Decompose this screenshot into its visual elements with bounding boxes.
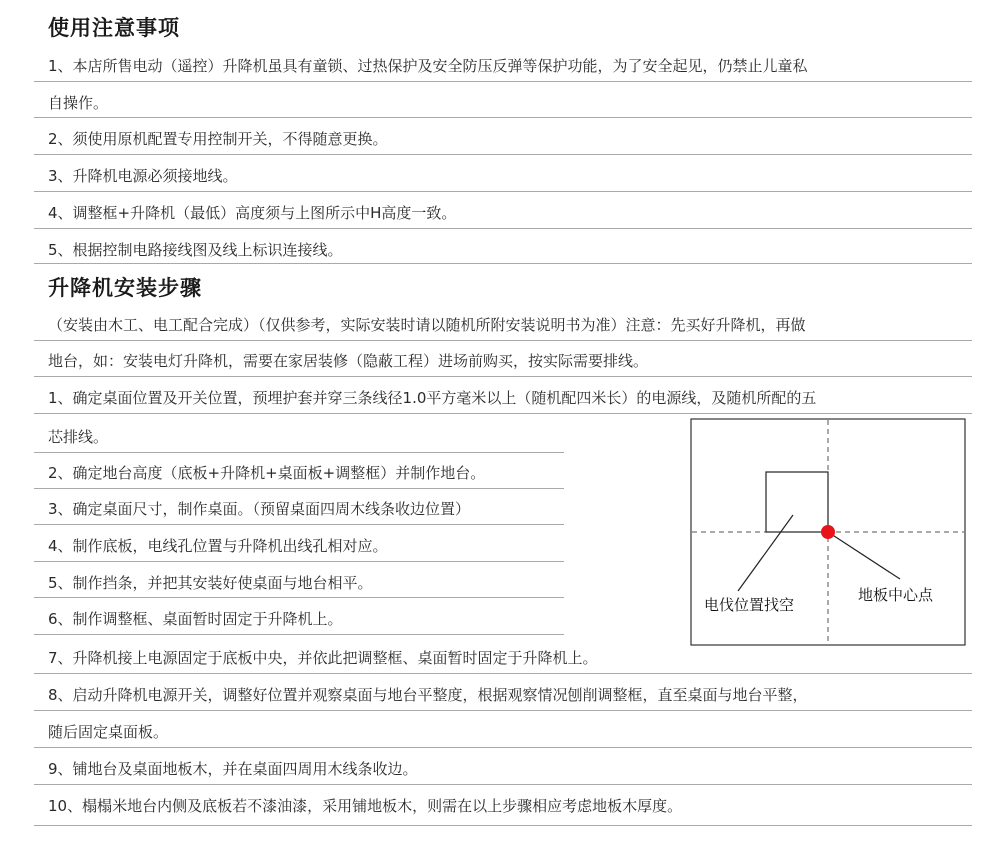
install-step: 芯排线。	[48, 428, 109, 446]
install-step: 1、确定桌面位置及开关位置，预埋护套并穿三条线径1.0平方毫米以上（随机配四米长）的电源线，及随机所配的五	[48, 389, 817, 407]
install-step: 7、升降机接上电源固定于底板中央，并依此把调整框、桌面暂时固定于升降机上。	[48, 649, 598, 667]
divider	[34, 191, 972, 192]
divider	[34, 117, 972, 118]
divider	[34, 228, 972, 229]
install-intro-line: （安装由木工、电工配合完成）（仅供参考，实际安装时请以随机所附安装说明书为准）注意：先买好升降机，再做	[48, 316, 806, 334]
divider	[34, 81, 972, 82]
install-step: 随后固定桌面板。	[48, 723, 169, 741]
floor-center-diagram	[690, 418, 966, 648]
notice-line: 自操作。	[48, 94, 109, 112]
divider	[34, 710, 972, 711]
divider	[34, 524, 564, 525]
install-step: 3、确定桌面尺寸，制作桌面。（预留桌面四周木线条收边位置）	[48, 500, 471, 518]
install-title: 升降机安装步骤	[48, 276, 202, 300]
install-intro-line: 地台，如：安装电灯升降机，需要在家居装修（隐蔽工程）进场前购买，按实际需要排线。	[48, 352, 649, 370]
install-step: 8、启动升降机电源开关，调整好位置并观察桌面与地台平整度，根据观察情况刨削调整框，直至桌面与地台平整，	[48, 686, 808, 704]
divider	[34, 784, 972, 785]
diagram-label-valve: 电伐位置找空	[704, 596, 795, 614]
install-step: 6、制作调整框、桌面暂时固定于升降机上。	[48, 610, 343, 628]
divider	[34, 340, 972, 341]
notice-line: 2、须使用原机配置专用控制开关，不得随意更换。	[48, 130, 388, 148]
divider	[34, 561, 564, 562]
install-step: 4、制作底板，电线孔位置与升降机出线孔相对应。	[48, 537, 388, 555]
floor-center-point	[821, 525, 835, 539]
divider	[34, 413, 972, 414]
notice-line: 3、升降机电源必须接地线。	[48, 167, 238, 185]
divider	[34, 634, 564, 635]
divider	[34, 597, 564, 598]
install-step: 10、榻榻米地台内侧及底板若不漆油漆，采用铺地板木，则需在以上步骤相应考虑地板木厚度。	[48, 797, 683, 815]
divider	[34, 376, 972, 377]
install-step: 5、制作挡条，并把其安装好使桌面与地台相平。	[48, 574, 373, 592]
divider	[34, 673, 972, 674]
divider	[34, 488, 564, 489]
install-step: 9、铺地台及桌面地板木，并在桌面四周用木线条收边。	[48, 760, 418, 778]
diagram-label-center: 地板中心点	[858, 586, 934, 604]
notice-line: 4、调整框+升降机（最低）高度须与上图所示中H高度一致。	[48, 204, 457, 222]
divider	[34, 263, 972, 264]
notice-line: 5、根据控制电路接线图及线上标识连接线。	[48, 241, 343, 259]
divider	[34, 747, 972, 748]
divider	[34, 452, 564, 453]
notice-line: 1、本店所售电动（遥控）升降机虽具有童锁、过热保护及安全防压反弹等保护功能，为了安全起见，仍禁止儿童私	[48, 57, 808, 75]
notice-title: 使用注意事项	[48, 16, 180, 40]
divider	[34, 825, 972, 826]
divider	[34, 154, 972, 155]
install-step: 2、确定地台高度（底板+升降机+桌面板+调整框）并制作地台。	[48, 464, 486, 482]
